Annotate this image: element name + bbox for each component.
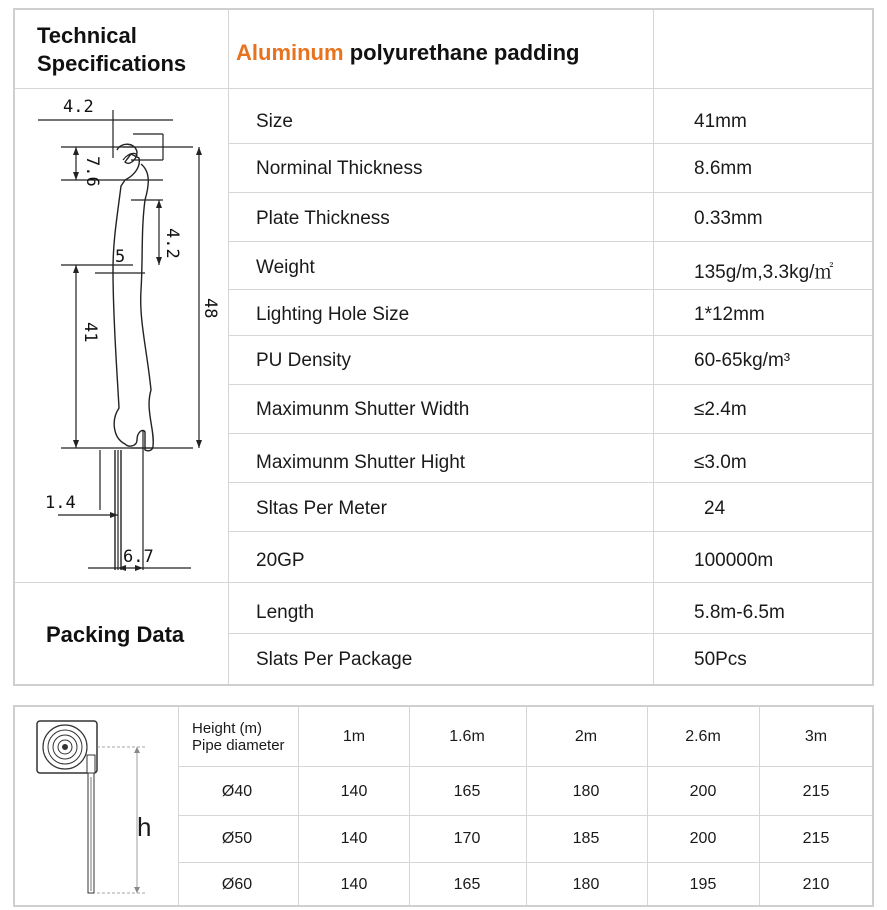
- packing-value: 50Pcs: [694, 649, 747, 670]
- spec-value: 41mm: [694, 111, 747, 132]
- row-divider: [228, 531, 872, 532]
- row-divider: [178, 815, 872, 816]
- column-divider: [409, 707, 410, 905]
- table-cell: 140: [340, 783, 368, 800]
- table-cell: 140: [340, 876, 368, 893]
- spec-value: 100000m: [694, 550, 774, 571]
- column-divider: [298, 707, 299, 905]
- spec-value: 135g/m,3.3kg/㎡: [694, 262, 834, 283]
- table-cell: 170: [453, 830, 481, 847]
- dim-4-2-top: 4.2: [63, 97, 94, 117]
- packing-label: Length: [256, 602, 315, 623]
- product-accent-word: Aluminum: [236, 40, 344, 65]
- height-header: 2m: [574, 728, 598, 745]
- table-cell: 165: [453, 876, 481, 893]
- pipe-diameter: Ø50: [221, 830, 253, 847]
- roller-shutter-illustration: [25, 715, 165, 900]
- row-divider: [228, 192, 872, 193]
- table-cell: 215: [802, 783, 830, 800]
- packing-value: 5.8m-6.5m: [694, 602, 785, 623]
- row-divider: [228, 482, 872, 483]
- height-header: 2.6m: [685, 728, 721, 745]
- spec-value: 8.6mm: [694, 158, 753, 179]
- row-divider: [228, 241, 872, 242]
- column-divider: [759, 707, 760, 905]
- slat-profile-drawing: [33, 90, 223, 580]
- table-cell: 200: [689, 783, 717, 800]
- dim-5: 5: [115, 247, 126, 267]
- table-cell: 195: [689, 876, 717, 893]
- dim-4-2-side: 4.2: [162, 228, 182, 259]
- row-divider: [228, 384, 872, 385]
- spec-label: PU Density: [256, 350, 352, 371]
- height-header: 1.6m: [449, 728, 485, 745]
- row-divider: [228, 143, 872, 144]
- dim-1-4: 1.4: [45, 493, 76, 513]
- table-cell: 180: [572, 876, 600, 893]
- spec-value: ≤3.0m: [694, 452, 747, 473]
- row-divider: [228, 633, 872, 634]
- pipe-diameter: Ø40: [221, 783, 253, 800]
- table-cell: 140: [340, 830, 368, 847]
- packing-label: Slats Per Package: [256, 649, 413, 670]
- spec-value: 1*12mm: [694, 304, 765, 325]
- technical-specifications-title: Technical Specifications: [37, 23, 187, 76]
- height-header: 3m: [804, 728, 828, 745]
- spec-label: Norminal Thickness: [256, 158, 423, 179]
- spec-label: Plate Thickness: [256, 208, 390, 229]
- row-divider: [178, 862, 872, 863]
- row-divider: [178, 766, 872, 767]
- row-divider: [228, 335, 872, 336]
- shutter-size-table: [13, 705, 874, 907]
- spec-label: Lighting Hole Size: [256, 304, 410, 325]
- row-divider: [228, 433, 872, 434]
- spec-table: [13, 8, 874, 686]
- spec-value: 0.33mm: [694, 208, 763, 229]
- column-divider: [526, 707, 527, 905]
- spec-label: Sltas Per Meter: [256, 498, 387, 519]
- table-cell: 215: [802, 830, 830, 847]
- dim-7-6: 7.6: [82, 156, 102, 187]
- row-divider: [228, 289, 872, 290]
- spec-label: Maximunm Shutter Hight: [256, 452, 466, 473]
- dim-6-7: 6.7: [123, 547, 154, 567]
- table-cell: 165: [453, 783, 481, 800]
- table-cell: 185: [572, 830, 600, 847]
- row-divider: [15, 582, 872, 583]
- table-cell: 200: [689, 830, 717, 847]
- table-cell: 180: [572, 783, 600, 800]
- column-divider: [647, 707, 648, 905]
- spec-label: Maximunm Shutter Width: [256, 399, 470, 420]
- spec-label: 20GP: [256, 550, 305, 571]
- height-header: 1m: [342, 728, 366, 745]
- dim-48: 48: [200, 298, 220, 319]
- packing-data-title: Packing Data: [46, 622, 185, 647]
- table-corner-header: Height (m) Pipe diameter: [192, 720, 285, 754]
- table-cell: 210: [802, 876, 830, 893]
- spec-value: 24: [704, 498, 726, 519]
- spec-label: Weight: [256, 257, 315, 278]
- column-divider: [178, 707, 179, 905]
- height-h-label: h: [137, 812, 152, 842]
- product-title-rest: polyurethane padding: [349, 40, 580, 65]
- row-divider: [15, 88, 872, 89]
- spec-label: Size: [256, 111, 293, 132]
- pipe-diameter: Ø60: [221, 876, 253, 893]
- spec-value: 60-65kg/m³: [694, 350, 791, 371]
- spec-value: ≤2.4m: [694, 399, 747, 420]
- dim-41: 41: [80, 322, 100, 343]
- product-title: [236, 40, 579, 66]
